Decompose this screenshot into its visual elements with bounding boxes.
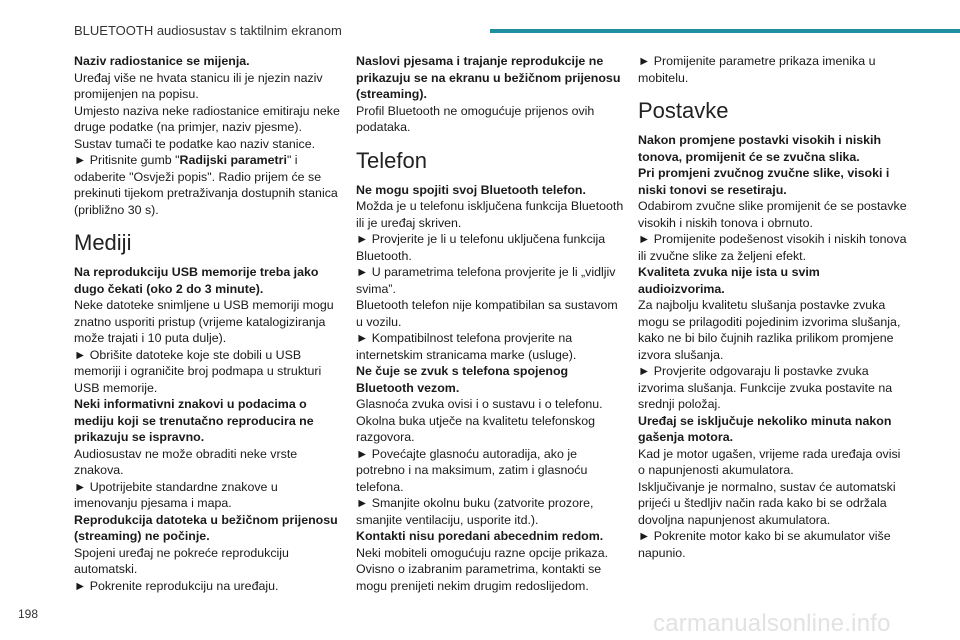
instruction-paragraph: ► U parametrima telefona provjerite je li „vidljiv svima”. (356, 265, 616, 296)
paragraph: Spojeni uređaj ne pokreće reprodukciju automatski. (74, 545, 289, 576)
paragraph: Neki mobiteli omogućuju razne opcije prikaza. Ovisno o izabranim parametrima, kontakti se mogu prenijeti nekim drugim redoslijedom. (356, 545, 609, 593)
radio-parameters-label: Radijski parametri (179, 153, 287, 167)
paragraph: Neke datoteke snimljene u USB memoriji mogu znatno usporiti pristup (vrijeme katalogiziranja može trajati i 10 puta dulje). (74, 298, 334, 345)
paragraph: Bluetooth telefon nije kompatibilan sa sustavom u vozilu. (356, 298, 618, 329)
instruction-paragraph: ► Promijenite podešenost visokih i niskih tonova ili zvučne slike za željeni efekt. (638, 232, 907, 263)
text-column-1 (74, 53, 344, 594)
paragraph: Odabirom zvučne slike promijenit će se postavke visokih i niskih tonova i obrnuto. (638, 199, 907, 230)
instruction-paragraph: ► Povećajte glasnoću autoradija, ako je potrebno i na maksimum, zatim i glasnoću telefona. (356, 446, 588, 494)
paragraph: Okolna buka utječe na kvalitetu telefonskog razgovora. (356, 413, 596, 444)
problem-heading: Naziv radiostanice se mijenja. (74, 54, 250, 68)
paragraph: Profil Bluetooth ne omogućuje prijenos ovih podataka. (356, 103, 595, 134)
problem-heading: Reprodukcija datoteka u bežičnom prijenosu (streaming) ne počinje. (74, 512, 338, 543)
instruction-paragraph: ► Provjerite je li u telefonu uključena funkcija Bluetooth. (356, 232, 606, 263)
problem-heading: Pri promjeni zvučnog zvučne slike, visoki i niski tonovi se resetiraju. (638, 166, 890, 197)
text-column-2 (356, 53, 626, 594)
instruction-paragraph: ► Smanjite okolnu buku (zatvorite prozore, smanjite ventilaciju, usporite itd.). (356, 496, 594, 527)
paragraph: Audiosustav ne može obraditi neke vrste znakova. (74, 446, 298, 477)
problem-heading: Ne čuje se zvuk s telefona spojenog Bluetooth vezom. (356, 364, 569, 395)
page-number: 198 (18, 607, 39, 621)
watermark: carmanualsonline.info (653, 610, 891, 637)
problem-heading: Nakon promjene postavki visokih i niskih tonova, promijenit će se zvučna slika. (638, 133, 882, 164)
instruction-paragraph: ► Obrišite datoteke koje ste dobili u USB memoriji i ograničite broj podmapa u strukturi USB memorije. (74, 347, 322, 395)
instruction-paragraph: ► Provjerite odgovaraju li postavke zvuka izvorima slušanja. Funkcije zvuka postavite na srednji položaj. (638, 364, 893, 411)
instruction-paragraph: ► Pritisnite gumb "Radijski parametri" i odaberite "Osvježi popis". Radio prijem će se prekinuti tijekom pretraživanja dostupnih stanica (približno 30 s). (74, 153, 338, 217)
instruction-paragraph: ► Kompatibilnost telefona provjerite na internetskim stranicama marke (usluge). (356, 331, 577, 362)
problem-heading: Ne mogu spojiti svoj Bluetooth telefon. (356, 182, 586, 197)
problem-heading: Uređaj se isključuje nekoliko minuta nakon gašenja motora. (638, 413, 892, 444)
section-heading-telefon: Telefon (356, 147, 427, 173)
problem-heading: Neki informativni znakovi u podacima o mediju koji se trenutačno reproducira ne prikazuju se ispravno. (74, 397, 314, 444)
paragraph: Isključivanje je normalno, sustav će automatski prijeći u štedljiv način rada kako bi se održala dovoljna napunjenost akumulatora. (638, 479, 896, 527)
problem-heading: Naslovi pjesama i trajanje reprodukcije ne prikazuju se na ekranu u bežičnom prijenosu (streaming). (356, 54, 621, 101)
problem-heading: Kvaliteta zvuka nije ista u svim audioizvorima. (638, 265, 820, 296)
problem-heading: Kontakti nisu poredani abecednim redom. (356, 529, 604, 543)
paragraph: Glasnoća zvuka ovisi i o sustavu i o telefonu. (356, 397, 603, 411)
header-accent-bar (490, 29, 960, 33)
section-heading-postavke: Postavke (638, 98, 729, 123)
instruction-paragraph: ► Upotrijebite standardne znakove u imenovanju pjesama i mapa. (74, 479, 278, 510)
section-heading-mediji: Mediji (74, 230, 132, 255)
text-column-3 (638, 53, 908, 561)
running-header-title: BLUETOOTH audiosustav s taktilnim ekranom (74, 23, 342, 38)
instruction-paragraph: ► Promijenite parametre prikaza imenika u mobitelu. (638, 54, 876, 85)
instruction-paragraph: ► Pokrenite motor kako bi se akumulator više napunio. (638, 529, 891, 560)
paragraph: Možda je u telefonu isključena funkcija Bluetooth ili je uređaj skriven. (356, 199, 624, 230)
paragraph: Umjesto naziva neke radiostanice emitiraju neke druge podatke (na primjer, naziv pjesme). (74, 103, 340, 134)
problem-heading: Na reprodukciju USB memorije treba jako dugo čekati (oko 2 do 3 minute). (74, 265, 319, 296)
paragraph: Kad je motor ugašen, vrijeme rada uređaja ovisi o napunjenosti akumulatora. (638, 446, 901, 477)
instruction-paragraph: ► Pokrenite reprodukciju na uređaju. (74, 578, 279, 593)
paragraph: Za najbolju kvalitetu slušanja postavke zvuka mogu se prilagoditi pojedinim izvorima slušanja, kako ne bi bilo čujnih razlika prilikom promjene izvora slušanja. (638, 298, 901, 362)
paragraph: Uređaj više ne hvata stanicu ili je njezin naziv promijenjen na popisu. (74, 70, 323, 101)
paragraph: Sustav tumači te podatke kao naziv stanice. (74, 136, 316, 151)
